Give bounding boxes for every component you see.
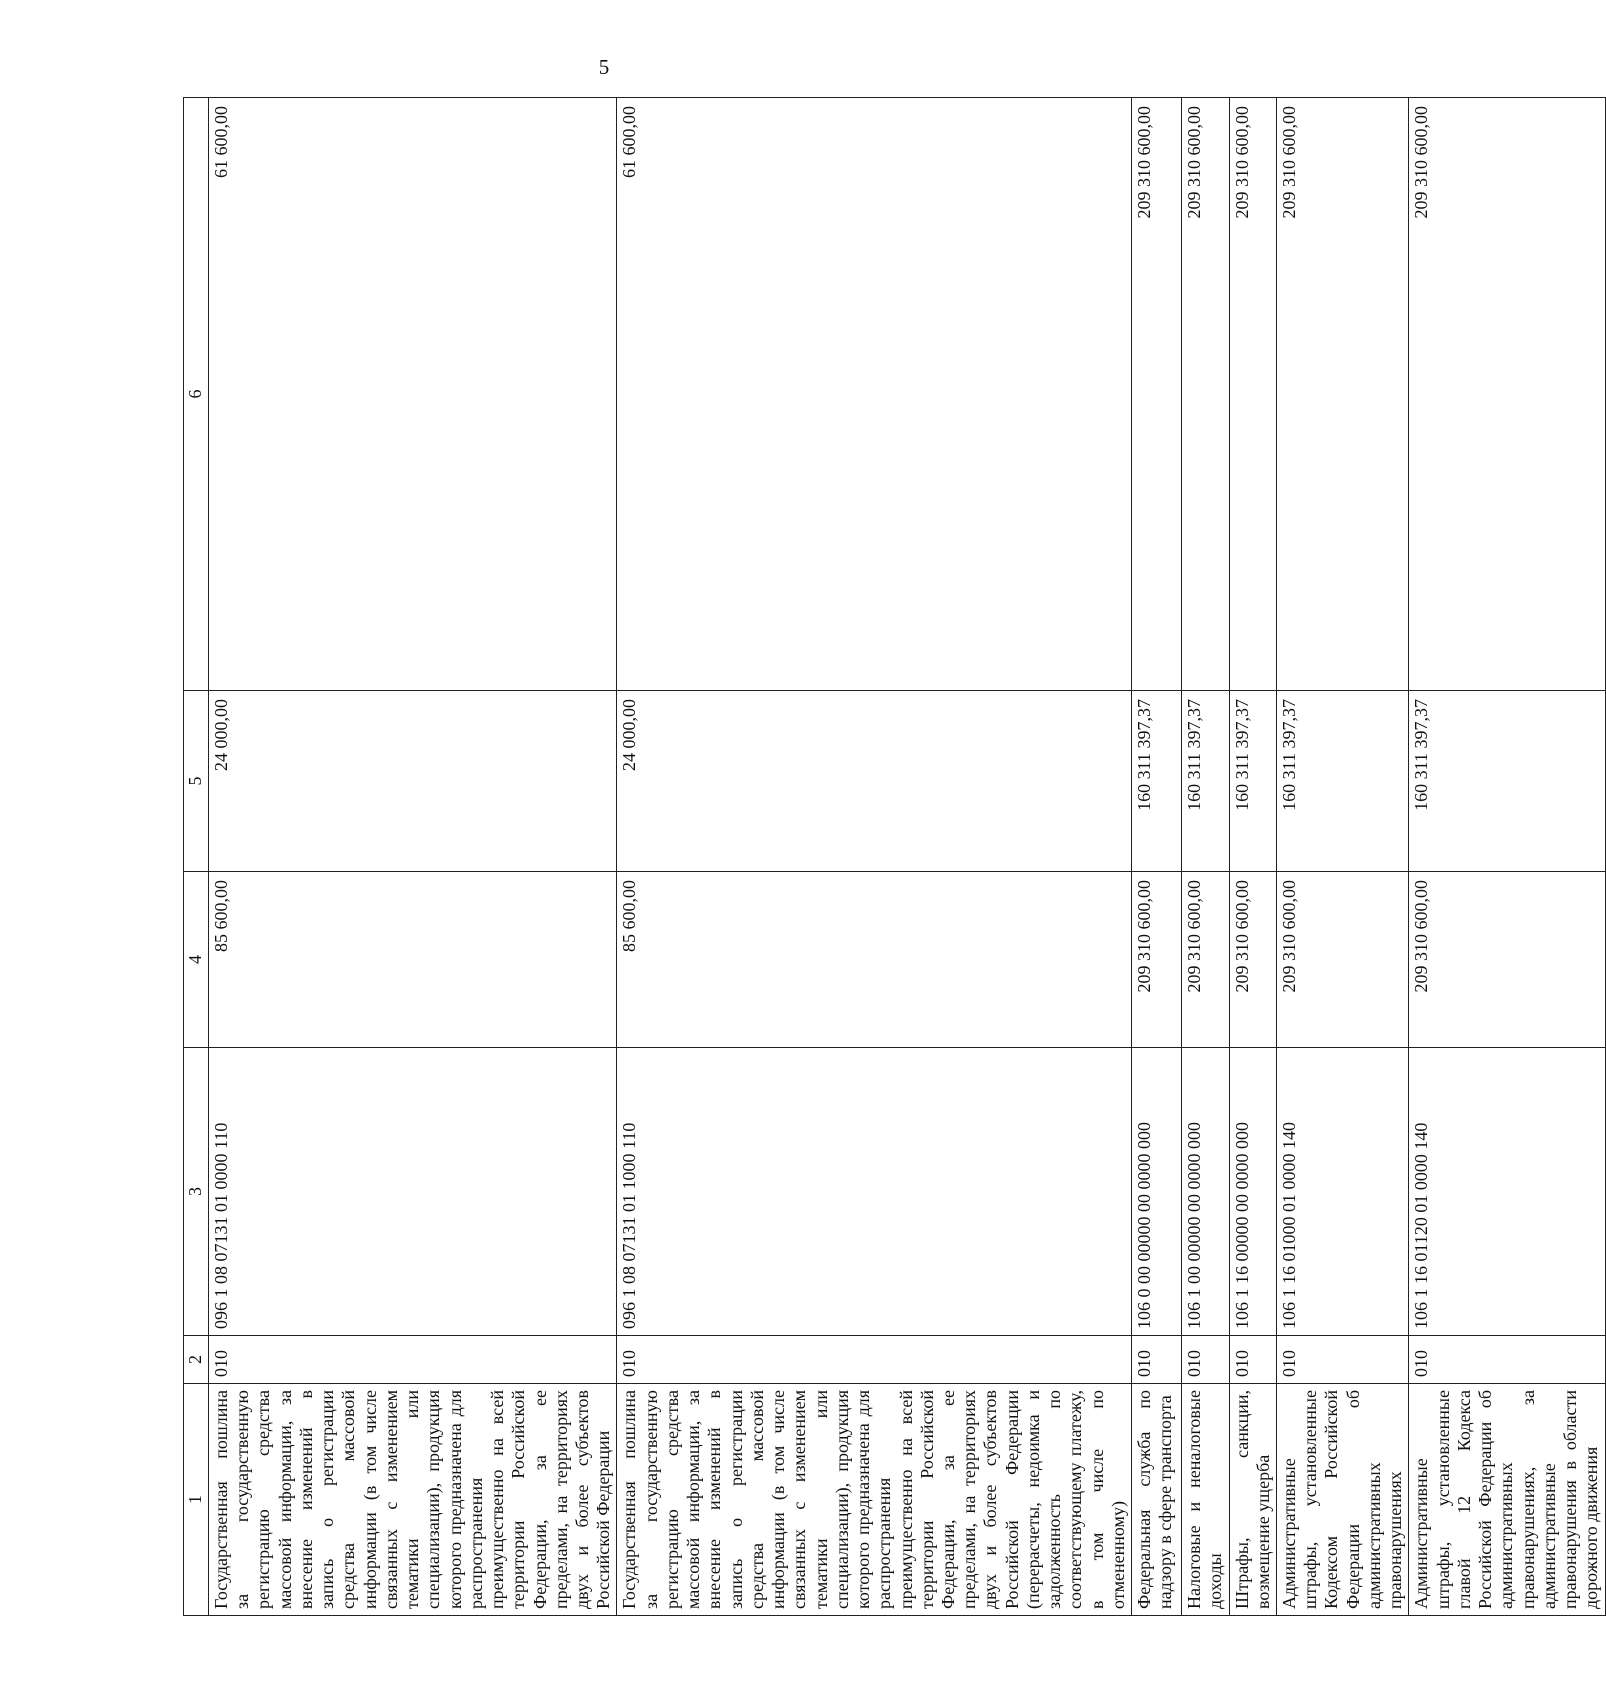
- row-value-col6: 61 600,00: [617, 98, 1132, 691]
- row-line-code: 010: [1277, 1336, 1409, 1384]
- column-header-5: 5: [184, 691, 209, 872]
- table-row: [1409, 98, 1605, 1616]
- table-wrapper: [183, 98, 1602, 1616]
- row-name: Федеральная служба по надзору в сфере транспорта: [1132, 1384, 1182, 1616]
- row-kbk: 106 1 00 00000 00 0000 000: [1182, 1048, 1229, 1336]
- row-value-col5: 160 311 397,37: [1229, 691, 1276, 872]
- row-kbk: 106 1 16 00000 00 0000 000: [1229, 1048, 1276, 1336]
- revenue-table: [183, 97, 1606, 1616]
- row-line-code: 010: [1229, 1336, 1276, 1384]
- row-name: Штрафы, санкции, возмещение ущерба: [1229, 1384, 1276, 1616]
- row-value-col5: 160 311 397,37: [1182, 691, 1229, 872]
- row-value-col6: 209 310 600,00: [1277, 98, 1409, 691]
- row-value-col5: 24 000,00: [209, 691, 617, 872]
- row-value-col5: 160 311 397,37: [1277, 691, 1409, 872]
- row-value-col4: 209 310 600,00: [1409, 872, 1605, 1048]
- row-name: Административные штрафы, установленные Кодексом Российской Федерации об административных правонарушениях: [1277, 1384, 1409, 1616]
- row-value-col6: 209 310 600,00: [1132, 98, 1182, 691]
- table-row: [1182, 98, 1229, 1616]
- row-value-col6: 61 600,00: [209, 98, 617, 691]
- row-kbk: 096 1 08 07131 01 0000 110: [209, 1048, 617, 1336]
- row-value-col6: 209 310 600,00: [1229, 98, 1276, 691]
- column-header-2: 2: [184, 1336, 209, 1384]
- row-value-col4: 209 310 600,00: [1132, 872, 1182, 1048]
- row-name: Налоговые и неналоговые доходы: [1182, 1384, 1229, 1616]
- row-value-col4: 209 310 600,00: [1182, 872, 1229, 1048]
- row-line-code: 010: [209, 1336, 617, 1384]
- row-value-col5: 160 311 397,37: [1409, 691, 1605, 872]
- row-line-code: 010: [617, 1336, 1132, 1384]
- column-header-6: 6: [184, 98, 209, 691]
- row-name: Административные штрафы, установленные главой 12 Кодекса Российской Федерации об административных правонарушениях, за административные правонарушения в области дорожного движения: [1409, 1384, 1605, 1616]
- row-value-col4: 209 310 600,00: [1229, 872, 1276, 1048]
- header-row: [184, 98, 209, 1616]
- table-row: [1277, 98, 1409, 1616]
- row-line-code: 010: [1132, 1336, 1182, 1384]
- rotated-table-area: [183, 98, 1602, 1616]
- row-kbk: 096 1 08 07131 01 1000 110: [617, 1048, 1132, 1336]
- table-row: [1132, 98, 1182, 1616]
- column-header-1: 1: [184, 1384, 209, 1616]
- column-header-3: 3: [184, 1048, 209, 1336]
- row-value-col4: 85 600,00: [209, 872, 617, 1048]
- row-kbk: 106 0 00 00000 00 0000 000: [1132, 1048, 1182, 1336]
- row-value-col6: 209 310 600,00: [1182, 98, 1229, 691]
- row-value-col6: 209 310 600,00: [1409, 98, 1605, 691]
- row-kbk: 106 1 16 01000 01 0000 140: [1277, 1048, 1409, 1336]
- page-number: 5: [598, 55, 610, 79]
- row-name: Государственная пошлина за государственную регистрацию средства массовой информации, за внесение изменений в запись о регистрации средства массовой информации (в том числе связанных с изменением тематики или специализации), продукция которого предназначена для распространения преимущественно на всей территории Российской Федерации, за ее пределами, на территориях двух и более субъектов Российской Федерации: [209, 1384, 617, 1616]
- row-line-code: 010: [1409, 1336, 1605, 1384]
- row-value-col4: 209 310 600,00: [1277, 872, 1409, 1048]
- table-row: [1229, 98, 1276, 1616]
- column-header-4: 4: [184, 872, 209, 1048]
- table-row: [209, 98, 617, 1616]
- row-value-col5: 24 000,00: [617, 691, 1132, 872]
- table-row: [617, 98, 1132, 1616]
- row-kbk: 106 1 16 01120 01 0000 140: [1409, 1048, 1605, 1336]
- row-line-code: 010: [1182, 1336, 1229, 1384]
- row-value-col4: 85 600,00: [617, 872, 1132, 1048]
- row-name: Государственная пошлина за государственную регистрацию средства массовой информации, за внесение изменений в запись о регистрации средства массовой информации (в том числе связанных с изменением тематики или специализации), продукция которого предназначена для распространения преимущественно на всей территории Российской Федерации, за ее пределами, на территориях двух и более субъектов Российской Федерации (перерасчеты, недоимка и задолженность по соответствующему платежу, в том числе по отмененному): [617, 1384, 1132, 1616]
- row-value-col5: 160 311 397,37: [1132, 691, 1182, 872]
